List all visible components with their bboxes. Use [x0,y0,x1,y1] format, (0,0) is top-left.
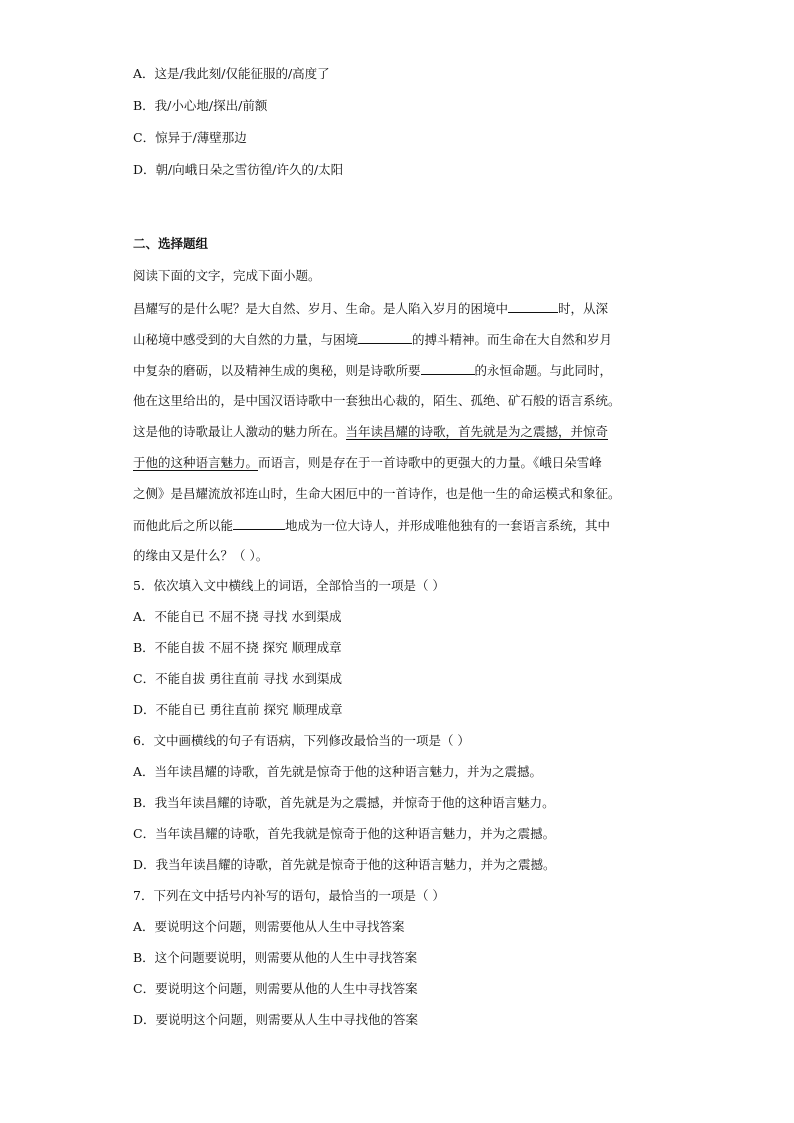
passage-line: 山秘境中感受到的大自然的力量，与困境 的搏斗精神。而生命在大自然和岁月 [133,332,613,347]
option-a: A．这是/我此刻/仅能征服的/高度了 [133,66,330,81]
q6-option-b: B．我当年读昌耀的诗歌，首先就是为之震撼，并惊奇于他的这种语言魅力。 [133,795,555,810]
passage-line: 而他此后之所以能 地成为一位大诗人，并形成唯他独有的一套语言系统，其中 [133,518,611,533]
fill-blank-4 [233,517,285,530]
q7-option-a: A．要说明这个问题，则需要他从人生中寻找答案 [133,919,405,934]
passage-line: 中复杂的磨砺，以及精神生成的奥秘，则是诗歌所要 的永恒命题。与此同时， [133,363,613,378]
option-d: D．朝/向峨日朵之雪彷徨/许久的/太阳 [133,162,344,177]
question-6-stem: 6．文中画横线的句子有语病，下列修改最恰当的一项是（ ） [133,733,470,748]
passage-line: 他在这里给出的，是中国汉语诗歌中一套独出心裁的，陌生、孤绝、矿石般的语言系统。 [133,393,621,408]
q5-option-c: C．不能自拔 勇往直前 寻找 水到渠成 [133,671,342,686]
fill-blank-3 [421,362,475,375]
passage-line: 于他的这种语言魅力。而语言，则是存在于一首诗歌中的更强大的力量。《峨日朵雪峰 [133,455,602,470]
q7-option-c: C．要说明这个问题，则需要从他的人生中寻找答案 [133,981,418,996]
fill-blank-2 [358,331,412,344]
passage-line: 的缘由又是什么？（ ）。 [133,548,269,563]
fill-blank-1 [508,300,558,313]
question-7-stem: 7．下列在文中括号内补写的语句，最恰当的一项是（ ） [133,888,445,903]
q6-option-c: C．当年读昌耀的诗歌，首先我就是惊奇于他的这种语言魅力，并为之震撼。 [133,826,556,841]
q7-option-b: B．这个问题要说明，则需要从他的人生中寻找答案 [133,950,418,965]
q5-option-d: D．不能自已 勇往直前 探究 顺理成章 [133,702,343,717]
q7-option-d: D．要说明这个问题，则需要从人生中寻找他的答案 [133,1012,419,1027]
passage-line: 这是他的诗歌最让人激动的魅力所在。当年读昌耀的诗歌，首先就是为之震撼，并惊奇 [133,424,609,439]
q5-option-a: A．不能自已 不屈不挠 寻找 水到渠成 [133,609,342,624]
underlined-sentence-cont: 于他的这种语言魅力。 [133,455,259,470]
option-b: B．我/小心地/探出/前额 [133,98,268,113]
q5-option-b: B．不能自拔 不屈不挠 探究 顺理成章 [133,640,342,655]
q6-option-d: D．我当年读昌耀的诗歌，首先就是惊奇于他的这种语言魅力，并为之震撼。 [133,857,556,872]
q6-option-a: A．当年读昌耀的诗歌，首先就是惊奇于他的这种语言魅力，并为之震撼。 [133,764,543,779]
passage-line: 之侧》是昌耀流放祁连山时，生命大困厄中的一首诗作，也是他一生的命运模式和象征。 [133,486,621,501]
passage-line: 昌耀写的是什么呢？是大自然、岁月、生命。是人陷入岁月的困境中 时，从深 [133,301,609,316]
instruction: 阅读下面的文字，完成下面小题。 [133,268,321,283]
underlined-sentence: 当年读昌耀的诗歌，首先就是为之震撼，并惊奇 [345,424,609,439]
question-5-stem: 5．依次填入文中横线上的词语，全部恰当的一项是（ ） [133,578,445,593]
option-c: C．惊异于/薄壁那边 [133,130,247,145]
section-heading: 二、选择题组 [133,236,209,251]
